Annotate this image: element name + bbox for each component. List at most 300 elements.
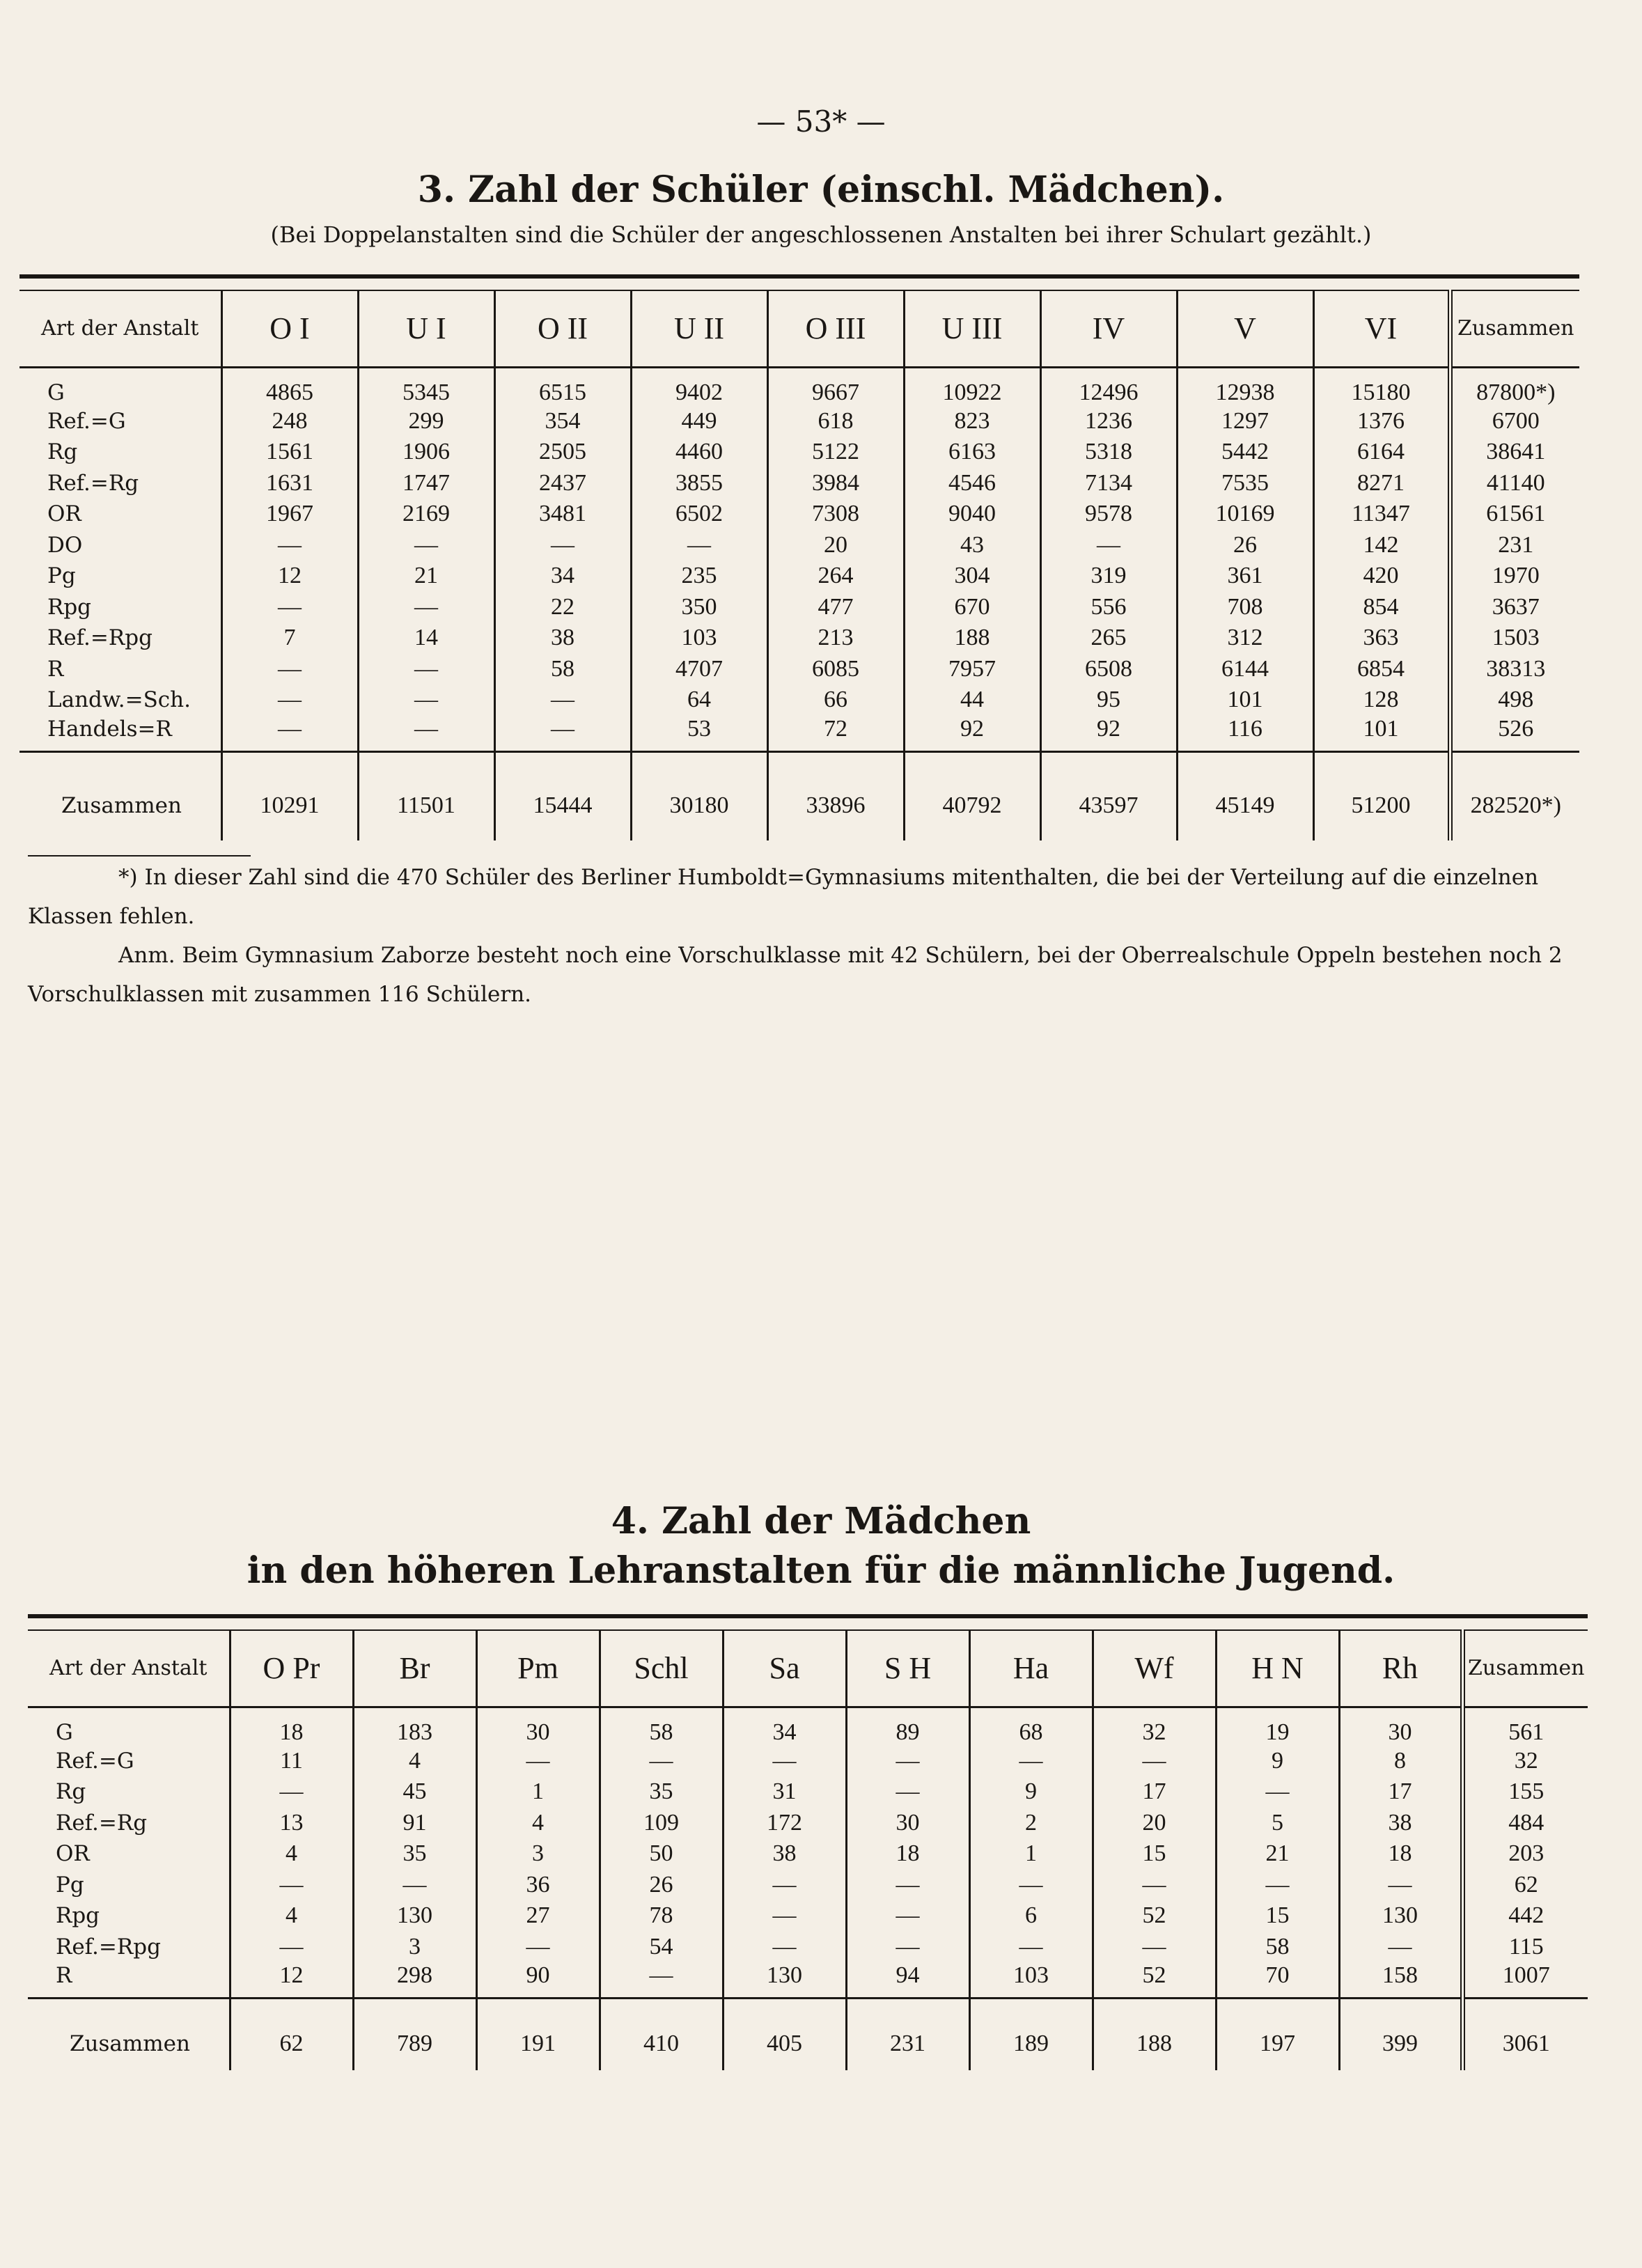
row-label: Ref.=Rg [56, 1810, 148, 1836]
row-label: Rg [56, 1779, 86, 1805]
section3-subtitle: (Bei Doppelanstalten sind die Schüler der angeschlossenen Anstalten bei ihrer Schulart gezählt.) [270, 221, 1372, 248]
table-cell: 1297 [1177, 406, 1313, 437]
sum-cell: 188 [1093, 2017, 1216, 2070]
table-cell: 708 [1177, 592, 1313, 623]
table-cell: 5442 [1177, 437, 1313, 468]
table-cell: — [723, 1746, 846, 1777]
table-cell: 319 [1040, 561, 1177, 592]
column-header: O II [494, 290, 631, 367]
table-cell: 10169 [1177, 499, 1313, 530]
table-cell: 7957 [904, 654, 1040, 685]
table-cell: 35 [353, 1838, 476, 1870]
table-cell: 32 [1093, 1707, 1216, 1746]
table-cell: 9578 [1040, 499, 1177, 530]
table-cell: 5345 [358, 367, 494, 406]
row-label: Rg [47, 439, 78, 465]
table-cell: — [494, 685, 631, 716]
row-total: 115 [1462, 1932, 1588, 1963]
column-header: IV [1040, 290, 1177, 367]
table-cell: 21 [1216, 1838, 1339, 1870]
table-cell: — [846, 1900, 969, 1932]
table-cell: 14 [358, 623, 494, 654]
table-cell: 128 [1313, 685, 1450, 716]
row-total: 6700 [1450, 406, 1579, 437]
table-cell: 20 [767, 530, 904, 561]
table-cell: 95 [1040, 685, 1177, 716]
table-cell: 11 [230, 1746, 353, 1777]
table-cell: 15 [1216, 1900, 1339, 1932]
table-cell: 68 [969, 1707, 1093, 1746]
row-total: 87800*) [1450, 367, 1579, 406]
row-total: 1970 [1450, 561, 1579, 592]
row-label: G [56, 1719, 73, 1745]
table-cell: 188 [904, 623, 1040, 654]
table-cell: — [1093, 1746, 1216, 1777]
table-cell: 26 [600, 1870, 723, 1901]
column-header: U I [358, 290, 494, 367]
table-cell: 44 [904, 685, 1040, 716]
row-label: R [47, 656, 64, 682]
total-header: Zusammen [1462, 1630, 1588, 1707]
row-label: DO [47, 532, 83, 558]
table-cell: — [221, 685, 358, 716]
table-cell: 4 [230, 1838, 353, 1870]
table-cell: — [358, 592, 494, 623]
annotation: Anm. Beim Gymnasium Zaborze besteht noch eine Vorschulklasse mit 42 Schülern, bei der Oberrealschule Oppeln bestehen noch 2 Vorschulklassen mit zusammen 116 Schülern. [28, 943, 1563, 1007]
table-row [28, 1962, 1588, 1999]
table-cell: — [846, 1776, 969, 1808]
table-cell: 30 [1339, 1707, 1462, 1746]
column-header: VI [1313, 290, 1450, 367]
table-cell: — [358, 716, 494, 752]
table-cell: 6085 [767, 654, 904, 685]
table-cell: 248 [221, 406, 358, 437]
table-cell: — [969, 1746, 1093, 1777]
table-row [28, 1746, 1588, 1777]
table-cell: 91 [353, 1808, 476, 1839]
table-cell: 3984 [767, 468, 904, 499]
table-cell: — [1216, 1776, 1339, 1808]
row-total: 498 [1450, 685, 1579, 716]
table-cell: — [221, 530, 358, 561]
schueler-table [19, 274, 1579, 840]
table-row [28, 1776, 1588, 1808]
row-total: 203 [1462, 1838, 1588, 1870]
table-cell: 94 [846, 1962, 969, 1999]
table-cell: 142 [1313, 530, 1450, 561]
row-label: OR [56, 1841, 90, 1867]
table-row [28, 1707, 1588, 1746]
table-cell: 6 [969, 1900, 1093, 1932]
row-total: 32 [1462, 1746, 1588, 1777]
table-cell: — [846, 1870, 969, 1901]
sum-total: 282520*) [1450, 771, 1579, 840]
row-label: Ref.=G [56, 1748, 134, 1774]
table-row [19, 623, 1579, 654]
row-total: 1007 [1462, 1962, 1588, 1999]
table-cell: 78 [600, 1900, 723, 1932]
table-cell: 854 [1313, 592, 1450, 623]
table-cell: 58 [494, 654, 631, 685]
table-cell: 1376 [1313, 406, 1450, 437]
table-cell: 58 [600, 1707, 723, 1746]
table-cell: 21 [358, 561, 494, 592]
table-cell: 183 [353, 1707, 476, 1746]
total-header: Zusammen [1450, 290, 1579, 367]
table-cell: 6854 [1313, 654, 1450, 685]
table-cell: 264 [767, 561, 904, 592]
table-cell: 18 [846, 1838, 969, 1870]
table-cell: 298 [353, 1962, 476, 1999]
table-cell: 9667 [767, 367, 904, 406]
table-cell: 2505 [494, 437, 631, 468]
table-cell: 477 [767, 592, 904, 623]
table-row [28, 1808, 1588, 1839]
table-cell: 5 [1216, 1808, 1339, 1839]
table-cell: 101 [1177, 685, 1313, 716]
table-cell: 6163 [904, 437, 1040, 468]
column-header: Rh [1339, 1630, 1462, 1707]
table-cell: 90 [476, 1962, 600, 1999]
table-row [28, 1870, 1588, 1901]
table-row [28, 1900, 1588, 1932]
table-cell: 2 [969, 1808, 1093, 1839]
table-cell: 30 [846, 1808, 969, 1839]
column-header: O Pr [230, 1630, 353, 1707]
header-label: Art der Anstalt [28, 1630, 230, 1707]
row-label: Ref.=Rpg [47, 625, 153, 651]
sum-cell: 45149 [1177, 771, 1313, 840]
column-header: U II [631, 290, 767, 367]
table-cell: 64 [631, 685, 767, 716]
table-cell: — [600, 1746, 723, 1777]
table-row [19, 561, 1579, 592]
table-cell: — [723, 1900, 846, 1932]
table-cell: 17 [1339, 1776, 1462, 1808]
table-cell: 103 [631, 623, 767, 654]
row-total: 155 [1462, 1776, 1588, 1808]
table-cell: — [1093, 1932, 1216, 1963]
table-cell: 12 [221, 561, 358, 592]
table-cell: — [1216, 1870, 1339, 1901]
table-cell: 1906 [358, 437, 494, 468]
row-label: G [47, 380, 65, 405]
column-header: Ha [969, 1630, 1093, 1707]
table-cell: 350 [631, 592, 767, 623]
table-cell: 4 [353, 1746, 476, 1777]
table-cell: 304 [904, 561, 1040, 592]
header-label: Art der Anstalt [19, 290, 221, 367]
table-cell: — [358, 654, 494, 685]
table-cell: 70 [1216, 1962, 1339, 1999]
table-cell: 50 [600, 1838, 723, 1870]
table-cell: 103 [969, 1962, 1093, 1999]
row-label: Pg [56, 1872, 84, 1898]
table-cell: — [353, 1870, 476, 1901]
table-cell: 6164 [1313, 437, 1450, 468]
table-cell: 3855 [631, 468, 767, 499]
table-cell: — [723, 1932, 846, 1963]
row-total: 61561 [1450, 499, 1579, 530]
table-cell: 17 [1093, 1776, 1216, 1808]
row-label: Rpg [56, 1903, 100, 1929]
row-label: Pg [47, 563, 76, 589]
table-cell: 8271 [1313, 468, 1450, 499]
table-cell: 5318 [1040, 437, 1177, 468]
sum-total: 3061 [1462, 2017, 1588, 2070]
page-number: — 53* — [756, 104, 886, 139]
table-cell: 361 [1177, 561, 1313, 592]
column-header: Br [353, 1630, 476, 1707]
column-header: H N [1216, 1630, 1339, 1707]
table-row [28, 1838, 1588, 1870]
table-cell: — [1093, 1870, 1216, 1901]
section4-title: 4. Zahl der Mädchen [611, 1500, 1031, 1542]
table-cell: 18 [1339, 1838, 1462, 1870]
table-cell: 12938 [1177, 367, 1313, 406]
column-header: Schl [600, 1630, 723, 1707]
sum-cell: 231 [846, 2017, 969, 2070]
column-header: V [1177, 290, 1313, 367]
table-cell: — [631, 530, 767, 561]
table-cell: 15 [1093, 1838, 1216, 1870]
table-cell: 45 [353, 1776, 476, 1808]
sum-cell: 789 [353, 2017, 476, 2070]
row-total: 231 [1450, 530, 1579, 561]
table-cell: — [358, 530, 494, 561]
table-cell: — [476, 1746, 600, 1777]
table-cell: 9402 [631, 367, 767, 406]
sum-cell: 191 [476, 2017, 600, 2070]
table-cell: 36 [476, 1870, 600, 1901]
row-total: 62 [1462, 1870, 1588, 1901]
maedchen-table [28, 1614, 1588, 2070]
table-cell: 1747 [358, 468, 494, 499]
table-cell: 7 [221, 623, 358, 654]
table-row [19, 654, 1579, 685]
table-row [28, 1932, 1588, 1963]
table-cell: 1236 [1040, 406, 1177, 437]
table-cell: 4546 [904, 468, 1040, 499]
table-cell: 38 [723, 1838, 846, 1870]
row-label: Landw.=Sch. [47, 687, 191, 713]
sum-cell: 30180 [631, 771, 767, 840]
table-cell: 6515 [494, 367, 631, 406]
table-cell: 2169 [358, 499, 494, 530]
table-cell: 15180 [1313, 367, 1450, 406]
table-cell: 4707 [631, 654, 767, 685]
sum-cell: 33896 [767, 771, 904, 840]
column-header: O I [221, 290, 358, 367]
table-cell: 449 [631, 406, 767, 437]
table-cell: 130 [353, 1900, 476, 1932]
table-cell: 92 [1040, 716, 1177, 752]
table-row [19, 685, 1579, 716]
table-cell: — [221, 716, 358, 752]
sum-cell: 43597 [1040, 771, 1177, 840]
sum-row [19, 771, 1579, 840]
table-cell: 38 [1339, 1808, 1462, 1839]
table-cell: 52 [1093, 1962, 1216, 1999]
table-cell: 35 [600, 1776, 723, 1808]
table-cell: 3 [353, 1932, 476, 1963]
table-cell: 4865 [221, 367, 358, 406]
table-cell: 116 [1177, 716, 1313, 752]
table-cell: 7308 [767, 499, 904, 530]
sum-cell: 405 [723, 2017, 846, 2070]
row-total: 41140 [1450, 468, 1579, 499]
row-total: 3637 [1450, 592, 1579, 623]
table-cell: 58 [1216, 1932, 1339, 1963]
row-total: 1503 [1450, 623, 1579, 654]
column-header: O III [767, 290, 904, 367]
table-cell: 34 [723, 1707, 846, 1746]
table-cell: — [221, 592, 358, 623]
row-label: Handels=R [47, 716, 172, 742]
table-cell: 363 [1313, 623, 1450, 654]
table-cell: 235 [631, 561, 767, 592]
table-cell: — [230, 1776, 353, 1808]
column-header: Sa [723, 1630, 846, 1707]
table-cell: 6508 [1040, 654, 1177, 685]
table-cell: 109 [600, 1808, 723, 1839]
sum-cell: 15444 [494, 771, 631, 840]
table-cell: 1 [476, 1776, 600, 1808]
table-cell: 12496 [1040, 367, 1177, 406]
table-cell: — [230, 1932, 353, 1963]
table-cell: 5122 [767, 437, 904, 468]
table-cell: 31 [723, 1776, 846, 1808]
table-cell: 66 [767, 685, 904, 716]
row-label: R [56, 1963, 72, 1988]
table-cell: 52 [1093, 1900, 1216, 1932]
row-total: 561 [1462, 1707, 1588, 1746]
table-cell: 34 [494, 561, 631, 592]
row-total: 38313 [1450, 654, 1579, 685]
table-row [19, 716, 1579, 752]
table-row [19, 406, 1579, 437]
table-cell: 130 [1339, 1900, 1462, 1932]
table-cell: — [358, 685, 494, 716]
table-cell: 265 [1040, 623, 1177, 654]
table-cell: 30 [476, 1707, 600, 1746]
table-cell: 354 [494, 406, 631, 437]
table-row [19, 592, 1579, 623]
sum-cell: 11501 [358, 771, 494, 840]
table-cell: 130 [723, 1962, 846, 1999]
sum-cell: 10291 [221, 771, 358, 840]
table-cell: 8 [1339, 1746, 1462, 1777]
table-cell: 158 [1339, 1962, 1462, 1999]
row-total: 38641 [1450, 437, 1579, 468]
row-label: Ref.=Rpg [56, 1934, 161, 1960]
table-cell: 11347 [1313, 499, 1450, 530]
footnote-rule [28, 855, 251, 857]
row-label: OR [47, 501, 81, 527]
column-header: Wf [1093, 1630, 1216, 1707]
table-cell: 1 [969, 1838, 1093, 1870]
table-cell: 10922 [904, 367, 1040, 406]
section4-subtitle: in den höheren Lehranstalten für die männliche Jugend. [247, 1549, 1395, 1592]
table-cell: — [1339, 1932, 1462, 1963]
row-total: 442 [1462, 1900, 1588, 1932]
table-row [19, 499, 1579, 530]
table-cell: 312 [1177, 623, 1313, 654]
table-cell: 1967 [221, 499, 358, 530]
table-cell: 618 [767, 406, 904, 437]
column-header: U III [904, 290, 1040, 367]
table-cell: — [969, 1932, 1093, 1963]
table-cell: 7535 [1177, 468, 1313, 499]
table-cell: — [1040, 530, 1177, 561]
table-cell: 7134 [1040, 468, 1177, 499]
table-cell: 670 [904, 592, 1040, 623]
table-cell: 101 [1313, 716, 1450, 752]
row-total: 526 [1450, 716, 1579, 752]
table-row [19, 468, 1579, 499]
sum-cell: 189 [969, 2017, 1093, 2070]
table-cell: — [969, 1870, 1093, 1901]
table-cell: 26 [1177, 530, 1313, 561]
table-cell: 4 [476, 1808, 600, 1839]
table-cell: 9 [969, 1776, 1093, 1808]
table-cell: 13 [230, 1808, 353, 1839]
table-cell: 1561 [221, 437, 358, 468]
table-cell: 420 [1313, 561, 1450, 592]
table-cell: 6502 [631, 499, 767, 530]
table-cell: 72 [767, 716, 904, 752]
table-cell: — [230, 1870, 353, 1901]
table-cell: 172 [723, 1808, 846, 1839]
table-row [19, 530, 1579, 561]
row-total: 484 [1462, 1808, 1588, 1839]
table-cell: 12 [230, 1962, 353, 1999]
column-header: S H [846, 1630, 969, 1707]
table-cell: 4460 [631, 437, 767, 468]
table-cell: 6144 [1177, 654, 1313, 685]
table-cell: — [846, 1746, 969, 1777]
sum-cell: 62 [230, 2017, 353, 2070]
sum-cell: 51200 [1313, 771, 1450, 840]
section3-title: 3. Zahl der Schüler (einschl. Mädchen). [417, 169, 1225, 211]
sum-cell: 410 [600, 2017, 723, 2070]
table-cell: 2437 [494, 468, 631, 499]
column-header: Pm [476, 1630, 600, 1707]
table-cell: 89 [846, 1707, 969, 1746]
table-cell: 38 [494, 623, 631, 654]
table-cell: 27 [476, 1900, 600, 1932]
sum-cell: 197 [1216, 2017, 1339, 2070]
sum-label: Zusammen [70, 2031, 190, 2056]
table-cell: 9 [1216, 1746, 1339, 1777]
table-cell: 19 [1216, 1707, 1339, 1746]
footnote: *) In dieser Zahl sind die 470 Schüler des Berliner Humboldt=Gymnasiums mitenthalten, die bei der Verteilung auf die einzelnen Klassen fehlen. [28, 865, 1539, 929]
table-cell: 213 [767, 623, 904, 654]
table-cell: 43 [904, 530, 1040, 561]
table-cell: 22 [494, 592, 631, 623]
table-row [19, 367, 1579, 406]
table-cell: — [476, 1932, 600, 1963]
table-cell: — [221, 654, 358, 685]
table-row [19, 437, 1579, 468]
sum-cell: 40792 [904, 771, 1040, 840]
table-cell: 20 [1093, 1808, 1216, 1839]
table-cell: 92 [904, 716, 1040, 752]
sum-row [28, 2017, 1588, 2070]
sum-cell: 399 [1339, 2017, 1462, 2070]
table-cell: — [494, 716, 631, 752]
table-cell: 3481 [494, 499, 631, 530]
